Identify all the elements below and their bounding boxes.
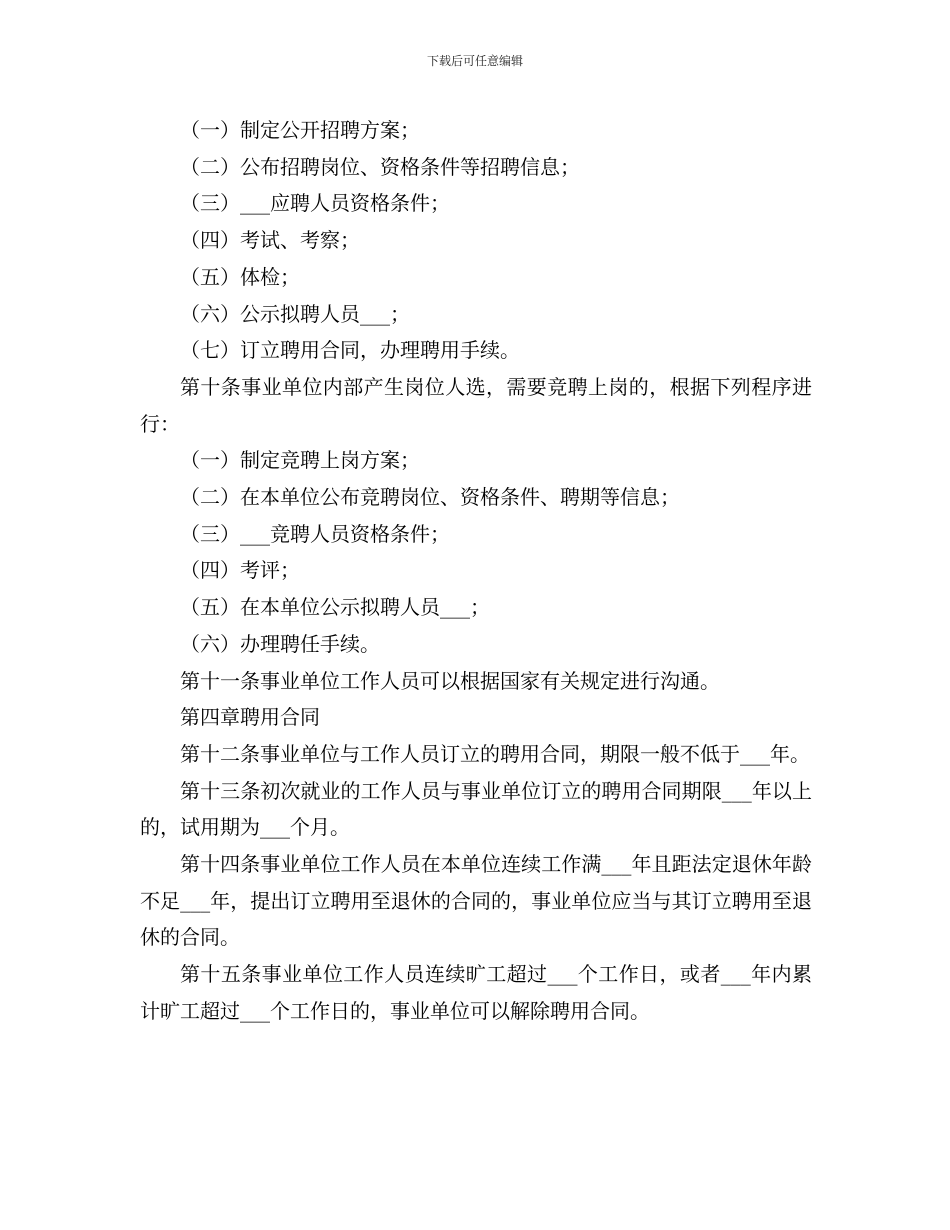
paragraph: （六）办理聘任手续。 (180, 631, 380, 656)
chapter-heading: 第四章聘用合同 (180, 705, 320, 730)
paragraph: 第十三条初次就业的工作人员与事业单位订立的聘用合同期限___年以上的，试用期为___个月。 (140, 778, 812, 840)
paragraph: （四）考试、考察； (180, 228, 360, 253)
paragraph: （四）考评； (180, 558, 300, 583)
paragraph: （七）订立聘用合同，办理聘用手续。 (180, 338, 520, 363)
paragraph: 第十二条事业单位与工作人员订立的聘用合同，期限一般不低于___年。 (180, 741, 810, 766)
paragraph: 第十条事业单位内部产生岗位人选，需要竞聘上岗的，根据下列程序进行： (140, 374, 812, 436)
paragraph: （五）体检； (180, 264, 300, 289)
paragraph: （一）制定公开招聘方案； (180, 118, 420, 142)
paragraph: （六）公示拟聘人员___； (180, 301, 410, 326)
paragraph: 第十一条事业单位工作人员可以根据国家有关规定进行沟通。 (180, 668, 720, 693)
paragraph: （三）___竞聘人员资格条件； (180, 521, 450, 546)
page-header: 下载后可任意编辑 (426, 54, 523, 68)
paragraph: （一）制定竞聘上岗方案； (180, 448, 420, 473)
paragraph: （五）在本单位公示拟聘人员___； (180, 595, 490, 620)
document-body (140, 112, 812, 1030)
paragraph: 第十四条事业单位工作人员在本单位连续工作满___年且距法定退休年龄不足___年，提出订立聘用至退休的合同的，事业单位应当与其订立聘用至退休的合同。 (140, 852, 812, 950)
paragraph: （二）公布招聘岗位、资格条件等招聘信息； (180, 154, 580, 179)
paragraph: （二）在本单位公布竞聘岗位、资格条件、聘期等信息； (180, 485, 680, 510)
paragraph: （三）___应聘人员资格条件； (180, 191, 450, 216)
paragraph: 第十五条事业单位工作人员连续旷工超过___个工作日，或者___年内累计旷工超过___个工作日的，事业单位可以解除聘用合同。 (140, 962, 812, 1023)
